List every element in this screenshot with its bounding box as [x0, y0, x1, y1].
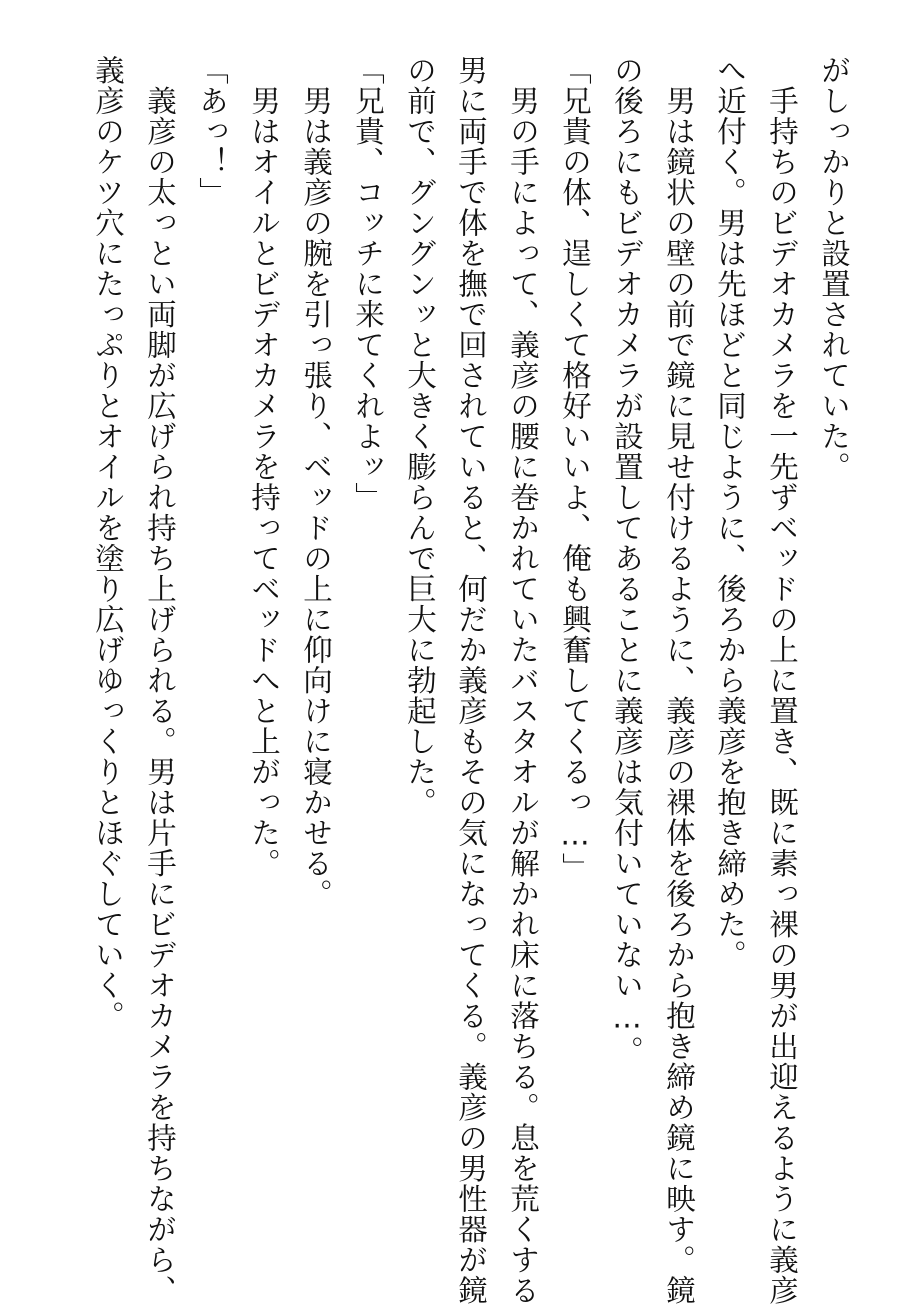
- text-line-4: 男は鏡状の壁の前で鏡に見せ付けるように、義彦の裸体を後ろから抱き締め鏡に映す。鏡: [662, 55, 696, 1306]
- text-line-7: 男の手によって、義彦の腰に巻かれていたバスタオルが解かれ床に落ちる。息を荒くする: [506, 55, 540, 1306]
- text-line-12: 男はオイルとビデオカメラを持ってベッドへと上がった。: [247, 55, 281, 879]
- text-line-3: へ近付く。男は先ほどと同じように、後ろから義彦を抱き締めた。: [713, 55, 747, 970]
- text-line-14: 義彦の太っとい両脚が広げられ持ち上げられる。男は片手にビデオカメラを持ちながら、: [143, 55, 177, 1306]
- dialogue-line-13: 「あっ！」: [195, 55, 229, 208]
- text-line-1: がしっかりと設置されていた。: [817, 55, 851, 482]
- text-line-15: 義彦のケツ穴にたっぷりとオイルを塗り広げゆっくりとほぐしていく。: [91, 55, 125, 1031]
- dialogue-line-10: 「兄貴、コッチに来てくれよッ」: [351, 55, 385, 513]
- dialogue-line-6: 「兄貴の体、逞しくて格好いいよ、俺も興奮してくるっ…」: [558, 55, 592, 883]
- text-line-2: 手持ちのビデオカメラを一先ずベッドの上に置き、既に素っ裸の男が出迎えるように義彦: [765, 55, 799, 1306]
- text-line-9: の前で、グングンッと大きく膨らんで巨大に勃起した。: [403, 55, 437, 818]
- text-line-11: 男は義彦の腕を引っ張り、ベッドの上に仰向けに寝かせる。: [299, 55, 333, 909]
- text-line-5: の後ろにもビデオカメラが設置してあることに義彦は気付いていない…。: [610, 55, 644, 1066]
- text-line-8: 男に両手で体を撫で回されていると、何だか義彦もその気になってくる。義彦の男性器が鏡: [454, 55, 488, 1306]
